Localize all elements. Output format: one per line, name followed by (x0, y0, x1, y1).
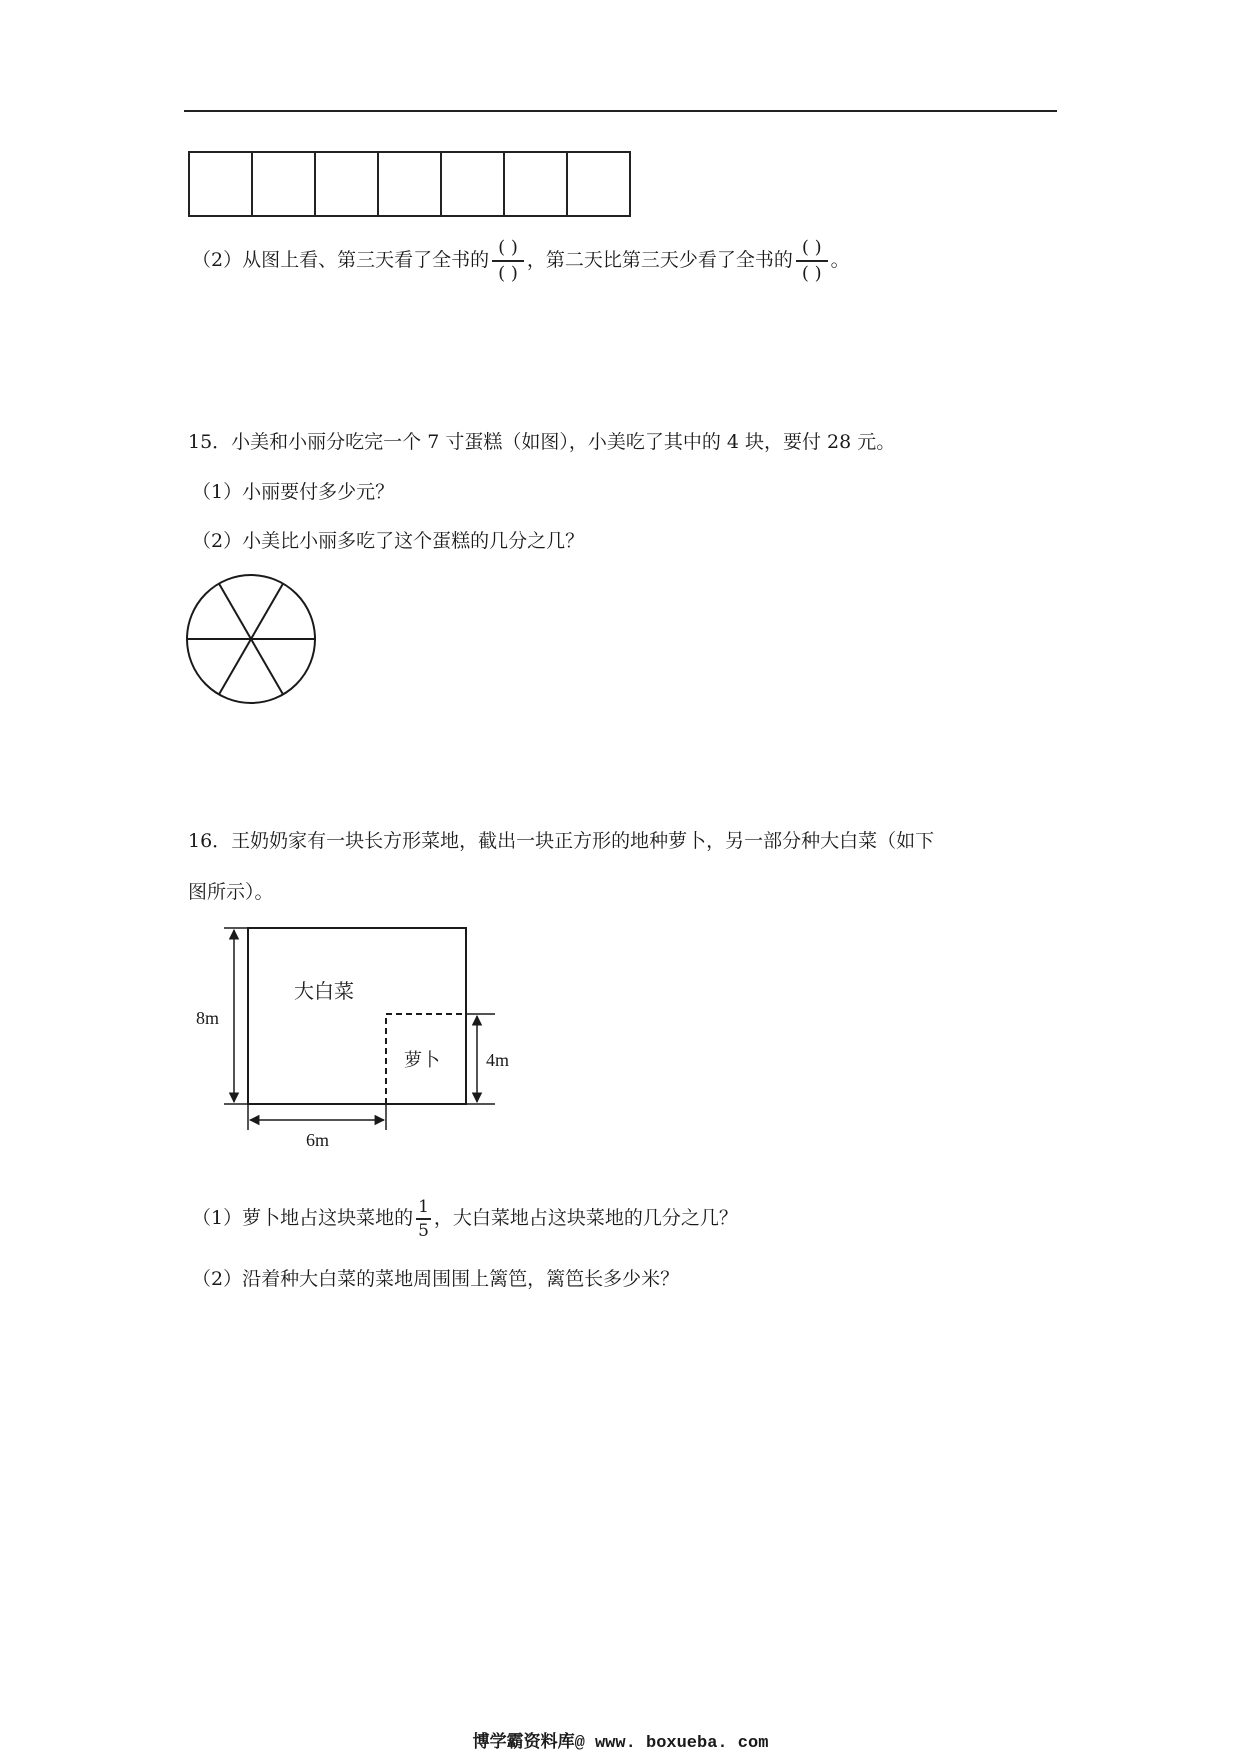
q16-part2: （2）沿着种大白菜的菜地周围围上篱笆，篱笆长多少米？ (192, 1268, 680, 1290)
radish-size-label: 4m (486, 1050, 510, 1070)
grid-cell (316, 153, 379, 215)
q15-part1: （1）小丽要付多少元？ (192, 481, 395, 503)
cake-slice-line (251, 639, 283, 694)
q15-part2: （2）小美比小丽多吃了这个蛋糕的几分之几？ (192, 530, 585, 552)
cake-slice-line (219, 639, 251, 694)
grid-cell (505, 153, 568, 215)
q16-stem-line2: 图所示）。 (188, 881, 274, 903)
width-label: 6m (306, 1130, 330, 1150)
one-fifth-fraction (416, 1196, 431, 1242)
q14-part2 (192, 236, 850, 286)
fraction-denominator: ( ) (801, 262, 822, 284)
cake-diagram (184, 572, 318, 706)
fraction-denominator: 5 (418, 1220, 429, 1241)
fraction-numerator: ( ) (801, 237, 822, 258)
q14-blank-fraction-1[interactable] (492, 236, 524, 286)
q14-part2-suffix: 。 (830, 248, 850, 271)
q16-part1 (192, 1196, 738, 1242)
q14-part2-prefix: （2）从图上看、第三天看了全书的 (192, 248, 490, 271)
cake-slice-line (251, 584, 283, 639)
fraction-numerator: ( ) (498, 237, 518, 258)
q14-part2-middle: ，第二天比第三天少看了全书的 (526, 248, 793, 271)
q16-part1-prefix: （1）萝卜地占这块菜地的 (192, 1206, 414, 1229)
grid-cell (253, 153, 316, 215)
height-label: 8m (196, 1008, 220, 1028)
q15-stem: 15．小美和小丽分吃完一个 7 寸蛋糕（如图），小美吃了其中的 4 块，要付 28 元。 (188, 431, 896, 453)
grid-cell (190, 153, 253, 215)
garden-outline (248, 928, 466, 1104)
grid-cell (379, 153, 442, 215)
grid-cell (568, 153, 629, 215)
cabbage-label: 大白菜 (294, 981, 354, 1003)
garden-diagram (190, 920, 530, 1150)
radish-label: 萝卜 (404, 1050, 440, 1070)
header-rule (184, 110, 1057, 112)
footer-watermark: 博学霸资料库@ www. boxueba. com (472, 1734, 769, 1753)
q16-stem-line1: 16．王奶奶家有一块长方形菜地，截出一块正方形的地种萝卜，另一部分种大白菜（如下 (188, 830, 935, 852)
cake-slice-line (219, 584, 251, 639)
fraction-numerator: 1 (418, 1197, 429, 1217)
q16-part1-suffix: ，大白菜地占这块菜地的几分之几？ (433, 1206, 738, 1229)
seven-cell-grid (188, 151, 631, 217)
fraction-denominator: ( ) (498, 262, 518, 284)
q14-blank-fraction-2[interactable] (796, 236, 828, 286)
grid-cell (442, 153, 505, 215)
